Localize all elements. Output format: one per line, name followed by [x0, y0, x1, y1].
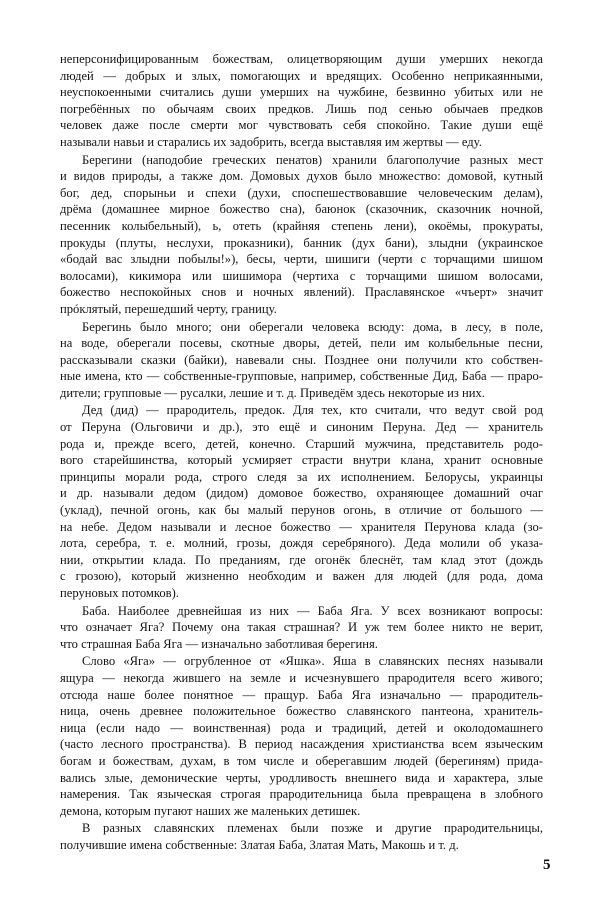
text-line: волосами), кикимора или шишимора (чертиха с торчащими шишом волосами, — [60, 268, 543, 283]
text-line: принципы морали рода, строго следя за их исполнением. Белорусы, украинцы — [60, 469, 543, 484]
text-line: перуновых потомков). — [60, 586, 179, 600]
text-line: рассказывали сказки (байки), навевали сны. Позднее они получили кто собствен- — [60, 352, 543, 367]
text-line: дрёма (домашнее мирное божество сна), баюнок (сказочник, сказочник ночной, — [60, 202, 543, 217]
paragraph — [60, 402, 543, 601]
text-line: от Перуна (Ольговичи и др.), это ещё и синоним Перуна. Дед — хранитель — [60, 420, 543, 435]
text-line: песенник колыбельный), ь, отеть (крайняя степень лени), окоёмы, прокураты, — [60, 218, 543, 233]
text-line: с грозою), который жизненно необходим и важен для людей (для рода, дома — [60, 569, 543, 584]
paragraph — [60, 319, 543, 402]
text-line: Баба. Наиболее древнейшая из них — Баба Яга. У всех возникают вопросы: — [82, 603, 543, 618]
text-line: что означает Яга? Почему она такая страшная? И уж тем более никто не верит, — [60, 620, 543, 635]
text-line: отсюда наше более понятное — пращур. Баба Яга изначально — прародитель- — [60, 687, 543, 702]
text-line: вого старейшинства, который усмиряет страсти внутри клана, хранит основные — [60, 453, 543, 468]
text-line: неперсонифицированным божествам, олицетворяющим души умерших некогда — [60, 52, 543, 66]
paragraph — [60, 51, 543, 151]
text-line: прóклятый, перешедший черту, границу. — [60, 301, 277, 316]
paragraph — [60, 653, 543, 819]
text-line: что страшная Баба Яга — изначально заботливая берегиня. — [60, 636, 378, 651]
text-line: и др. называли дедом (дидом) домовое божество, охраняющее домашний очаг — [60, 486, 543, 501]
page-number: 5 — [543, 857, 551, 873]
text-line: называли навьи и старались их задобрить, всегда выставляя им жертвы — еду. — [60, 134, 482, 149]
text-line: Берегинь было много; они оберегали человека всюду: дома, в лесу, в поле, — [82, 319, 543, 334]
text-line: В разных славянских племенах были позже и другие прародительницы, — [82, 821, 543, 836]
text-line: (уклад), печной огонь, как бы малый перунов огонь, в отличие от большого — — [60, 503, 543, 518]
text-line: получившие имена собственные: Златая Баба, Златая Мать, Макошь и т. д. — [60, 837, 459, 852]
text-line: лота, серебра, т. е. молний, грозы, дождя серебряного). Деда молили об указа- — [60, 536, 543, 551]
document-body — [60, 51, 543, 855]
text-line: нии, открытии клада. По преданиям, где огонёк блеснёт, там клад этот (дождь — [60, 552, 543, 567]
text-line: бог, дед, спорыньи и спехи (духи, споспешествовавшие человеческим делам), — [60, 185, 543, 200]
text-line: и видов природы, а также дом. Домовых духов было множество: домовой, кутный — [60, 169, 543, 184]
text-line: прокуды (плуты, неслухи, проказники), банник (дух бани), злыдни (украинское — [60, 235, 543, 250]
text-line: людей — добрых и злых, помогающих и вредящих. Особенно неприкаянными, — [60, 68, 543, 83]
text-line: Берегини (наподобие греческих пенатов) хранили благополучие разных мест — [82, 152, 543, 167]
text-line: на небе. Дедом называли и лесное божество — хранителя Перунова клада (зо- — [60, 519, 543, 534]
text-line: вались злые, демонические черты, уродливость внешнего вида и характера, злые — [60, 770, 543, 785]
paragraph — [60, 603, 543, 653]
paragraph — [60, 152, 543, 318]
text-line: дители; групповые — русалки, лешие и т. д. Приведём здесь некоторые из них. — [60, 385, 485, 400]
text-line: «бодай вас злыдни побылы!»), бесы, черти, шишиги (черти с торчащими шишом — [60, 252, 543, 267]
paragraph — [60, 820, 543, 853]
text-line: ница (если надо — воинственная) рода и традиций, детей и околодомашнего — [60, 720, 543, 735]
text-line: Дед (дид) — прародитель, предок. Для тех, кто считали, что ведут свой род — [82, 403, 543, 418]
text-line: рода и, прежде всего, детей, конечно. Старший мужчина, представитель родо- — [60, 436, 543, 451]
text-line: Слово «Яга» — огрубленное от «Яшка». Яша в славянских песнях называли — [82, 654, 543, 669]
text-line: (часто лесного пространства). В период насаждения христианства всем языческим — [60, 737, 543, 752]
text-line: ные имена, кто — собственные-групповые, например, собственные Дид, Баба — праро- — [60, 369, 543, 384]
text-line: намерения. Так языческая строгая прародительница была превращена в злобного — [60, 787, 543, 802]
text-line: погребённых по обычаям своих предков. Лишь под сенью обычаев предков — [60, 101, 543, 116]
text-line: человек даже после смерти мог чувствовать себя спокойно. Такие души ещё — [60, 118, 543, 133]
text-line: демона, которым пугают наших же маленьких детишек. — [60, 803, 361, 818]
text-line: ящура — некогда жившего на земле и исчезнувшего прародителя всего живого; — [60, 670, 543, 685]
text-line: на воде, оберегали посевы, скотные дворы, детей, пели им колыбельные песни, — [60, 336, 543, 351]
text-line: ница, очень древнее положительное божество славянского пантеона, хранитель- — [60, 704, 543, 719]
text-line: неуспокоенными считались души умерших на чужбине, безвинно убитых или не — [60, 85, 543, 100]
text-line: божество неспокойных снов и ночных явлений). Праславянское «чъерт» значит — [60, 285, 543, 300]
text-line: богам и божествам, духам, в том числе и оберегавшим людей (берегиням) прида- — [60, 753, 543, 768]
